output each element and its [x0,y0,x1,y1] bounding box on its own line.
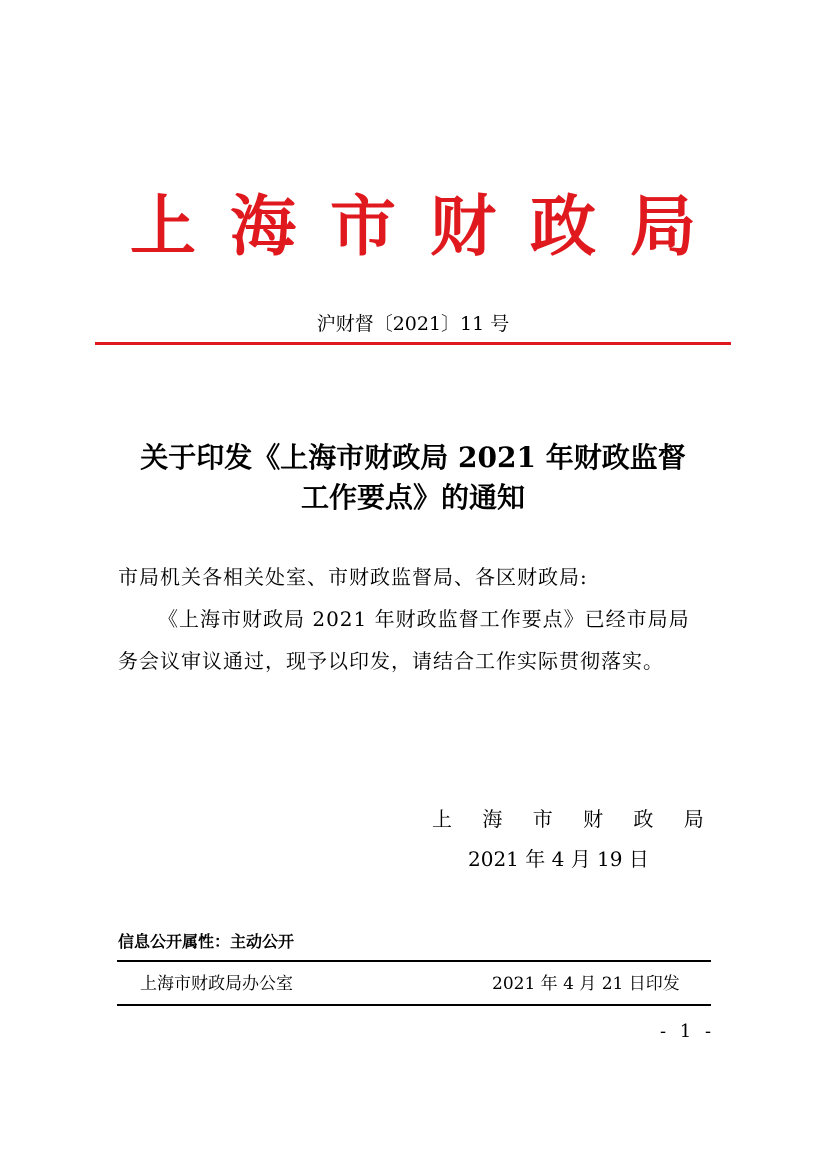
signature-organization: 上 海 市 财 政 局 [432,807,716,831]
footer-issue-date: 2021 年 4 月 21 日印发 [492,974,680,994]
body-paragraph-line-1: 《上海市财政局 2021 年财政监督工作要点》已经市局局 [158,607,690,631]
footer-bottom-rule [117,1004,711,1006]
disclosure-attribute: 信息公开属性：主动公开 [118,932,295,951]
document-header-title: 上海市财政局 [130,187,730,265]
document-number: 沪财督〔2021〕11 号 [316,313,510,335]
footer-top-rule [117,960,711,962]
page-number: - 1 - [660,1021,716,1042]
body-paragraph-line-2: 务会议审议通过，现予以印发，请结合工作实际贯彻落实。 [118,649,664,673]
header-red-divider [95,342,731,345]
signature-date: 2021 年 4 月 19 日 [468,847,649,871]
salutation: 市局机关各相关处室、市财政监督局、各区财政局: [118,565,588,589]
footer-issuer: 上海市财政局办公室 [140,974,293,994]
document-title-line-1: 关于印发《上海市财政局 2021 年财政监督 [140,441,686,474]
document-title-line-2: 工作要点》的通知 [300,481,525,514]
